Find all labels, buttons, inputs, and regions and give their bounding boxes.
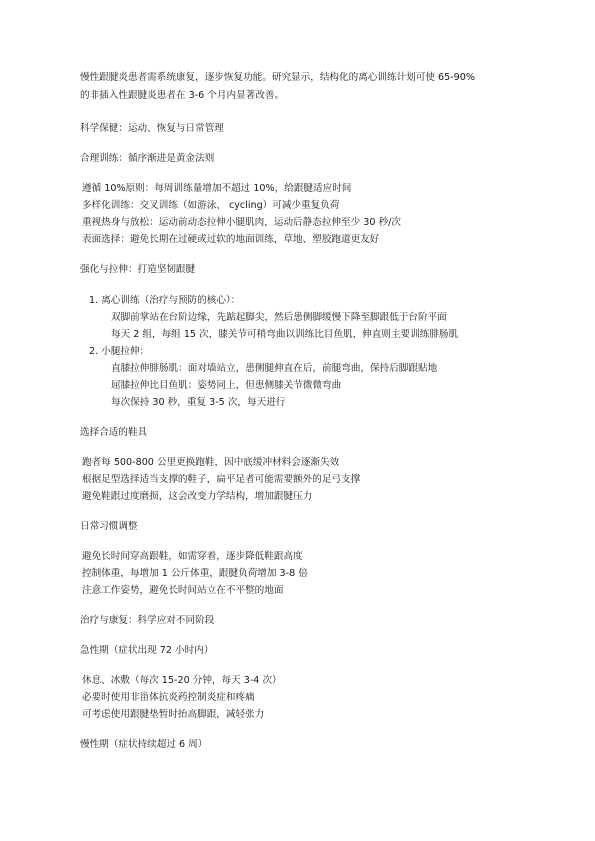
list-item: 每天 2 组，每组 15 次，膝关节可稍弯曲以训练比目鱼肌，伸直则主要训练腓肠肌 bbox=[111, 329, 459, 340]
numbered-item: 1. 离心训练（治疗与预防的核心）： bbox=[89, 295, 241, 306]
list-item: 根据足型选择适当支撑的鞋子，扁平足者可能需要额外的足弓支撑 bbox=[82, 474, 361, 485]
list-item: 注意工作姿势，避免长时间站立在不平整的地面 bbox=[82, 585, 284, 596]
subsection-heading: 日常习惯调整 bbox=[80, 521, 138, 532]
list-item: 遵循 10%原则：每周训练量增加不超过 10%，给跟腱适应时间 bbox=[82, 183, 352, 194]
subsection-heading: 慢性期（症状持续超过 6 周） bbox=[80, 739, 208, 750]
intro-line: 慢性跟腱炎患者需系统康复，逐步恢复功能。研究显示，结构化的离心训练计划可使 65-90% bbox=[80, 72, 476, 83]
section-heading: 科学保健：运动、恢复与日常管理 bbox=[80, 123, 224, 134]
subsection-heading: 急性期（症状出现 72 小时内） bbox=[80, 645, 214, 656]
subsection-heading: 选择合适的鞋具 bbox=[80, 427, 148, 438]
list-item: 多样化训练：交叉训练（如游泳、 cycling）可减少重复负荷 bbox=[82, 200, 340, 211]
subsection-heading: 强化与拉伸：打造坚韧跟腱 bbox=[80, 264, 196, 275]
list-item: 表面选择：避免长期在过硬或过软的地面训练，草地、塑胶跑道更友好 bbox=[82, 234, 380, 245]
list-item: 可考虑使用跟腱垫暂时抬高脚跟，减轻张力 bbox=[82, 709, 265, 720]
list-item: 屈膝拉伸比目鱼肌：姿势同上，但患侧膝关节微微弯曲 bbox=[111, 380, 342, 391]
section-heading: 治疗与康复：科学应对不同阶段 bbox=[80, 615, 215, 626]
list-item: 休息、冰敷（每次 15-20 分钟，每天 3-4 次） bbox=[82, 675, 282, 686]
list-item: 跑者每 500-800 公里更换跑鞋，因中底缓冲材料会逐渐失效 bbox=[82, 457, 340, 468]
list-item: 必要时使用非甾体抗炎药控制炎症和疼痛 bbox=[82, 692, 255, 703]
list-item: 避免鞋跟过度磨损，这会改变力学结构，增加跟腱压力 bbox=[82, 491, 313, 502]
intro-line: 的非插入性跟腱炎患者在 3-6 个月内显著改善。 bbox=[80, 90, 285, 101]
list-item: 避免长时间穿高跟鞋，如需穿着，逐步降低鞋跟高度 bbox=[82, 551, 303, 562]
list-item: 双脚前掌站在台阶边缘，先踮起脚尖，然后患侧脚缓慢下降至脚跟低于台阶平面 bbox=[111, 312, 447, 323]
list-item: 控制体重，每增加 1 公斤体重，跟腱负荷增加 3-8 倍 bbox=[82, 568, 308, 579]
numbered-item: 2. 小腿拉伸： bbox=[89, 346, 150, 357]
subsection-heading: 合理训练：循序渐进是黄金法则 bbox=[80, 153, 215, 164]
list-item: 每次保持 30 秒，重复 3-5 次，每天进行 bbox=[111, 397, 286, 408]
list-item: 重视热身与放松：运动前动态拉伸小腿肌肉，运动后静态拉伸至少 30 秒/次 bbox=[82, 217, 401, 228]
list-item: 直膝拉伸腓肠肌：面对墙站立，患侧腿伸直在后，前腿弯曲，保持后脚跟贴地 bbox=[111, 363, 438, 374]
